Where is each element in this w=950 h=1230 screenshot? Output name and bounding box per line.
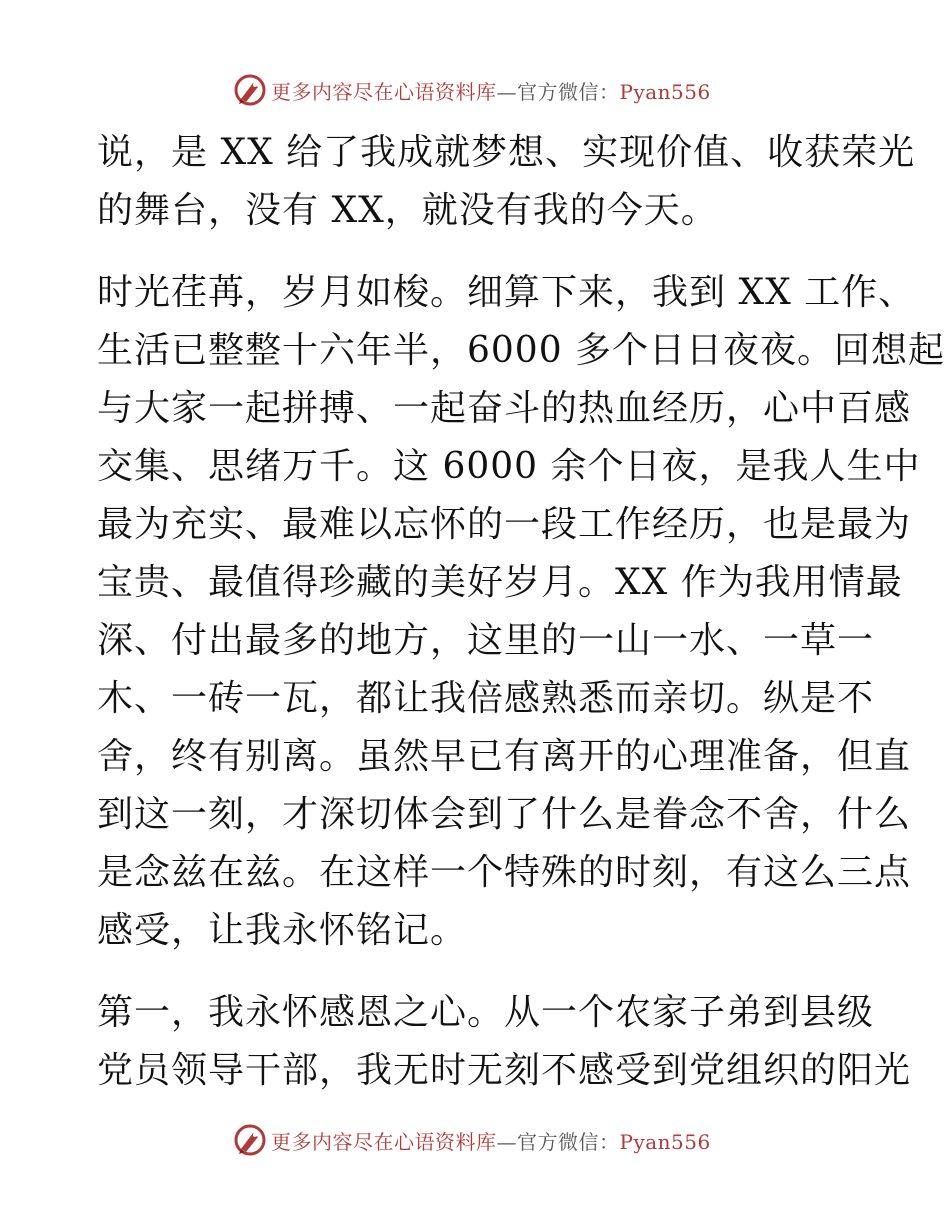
paragraph-2 [97, 264, 946, 960]
text-line: 与大家一起拼搏、一起奋斗的热血经历，心中百感 [97, 388, 912, 429]
text-line: 第一，我永怀感恩之心。从一个农家子弟到县级 [97, 992, 875, 1033]
text-line: 的舞台，没有 XX，就没有我的今天。 [97, 190, 718, 231]
footer-banner [233, 1122, 711, 1158]
header-contact-label: 官方微信： [517, 79, 620, 104]
footer-separator: — [496, 1129, 517, 1154]
footer-text [271, 1126, 711, 1155]
header-separator: — [496, 79, 517, 104]
header-banner [233, 72, 711, 108]
text-line: 深、付出最多的地方，这里的一山一水、一草一 [97, 620, 875, 661]
paragraph-gap [97, 240, 867, 264]
text-line: 舍，终有别离。虽然早已有离开的心理准备，但直 [97, 736, 912, 777]
text-line: 到这一刻，才深切体会到了什么是眷念不舍，什么 [97, 794, 912, 835]
text-line: 时光荏苒，岁月如梭。细算下来，我到 XX 工作、 [97, 272, 916, 313]
header-site-text: 更多内容尽在心语资料库 [271, 79, 497, 104]
body-text [97, 124, 946, 1100]
text-line: 宝贵、最值得珍藏的美好岁月。XX 作为我用情最 [97, 562, 903, 603]
pen-logo-icon [233, 1123, 267, 1157]
header-contact-id: Pyan556 [619, 79, 711, 104]
text-line: 最为充实、最难以忘怀的一段工作经历，也是最为 [97, 504, 912, 545]
footer-contact-label: 官方微信： [517, 1129, 620, 1154]
text-line: 说，是 XX 给了我成就梦想、实现价值、收获荣光 [97, 132, 916, 173]
text-line: 交集、思绪万千。这 6000 余个日夜，是我人生中 [97, 446, 921, 487]
footer-contact-id: Pyan556 [619, 1129, 711, 1154]
paragraph-1 [97, 124, 916, 240]
paragraph-gap [97, 960, 867, 984]
footer-site-text: 更多内容尽在心语资料库 [271, 1129, 497, 1154]
text-line: 木、一砖一瓦，都让我倍感熟悉而亲切。纵是不 [97, 678, 875, 719]
header-text [271, 76, 711, 105]
pen-logo-icon [233, 73, 267, 107]
text-line: 生活已整整十六年半，6000 多个日日夜夜。回想起 [97, 330, 946, 371]
text-line: 党员领导干部，我无时无刻不感受到党组织的阳光 [97, 1050, 912, 1091]
paragraph-3 [97, 984, 912, 1100]
text-line: 是念兹在兹。在这样一个特殊的时刻，有这么三点 [97, 852, 912, 893]
text-line: 感受，让我永怀铭记。 [97, 910, 468, 951]
